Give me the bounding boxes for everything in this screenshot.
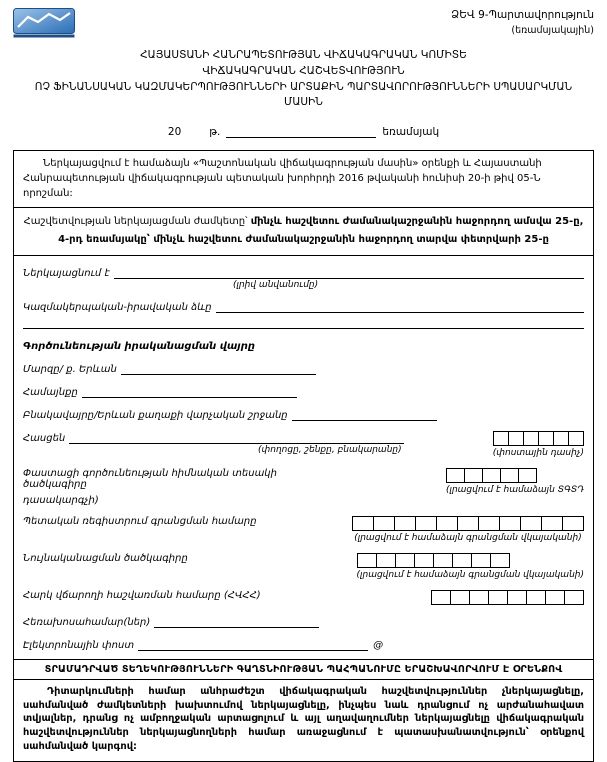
email-row	[23, 638, 584, 651]
presenter-row	[23, 266, 584, 279]
marz-row	[23, 362, 584, 375]
code-box[interactable]	[450, 590, 470, 605]
code-box[interactable]	[414, 553, 434, 568]
location-heading: Գործունեության իրականացման վայրը	[23, 341, 255, 352]
code-box[interactable]	[436, 516, 458, 531]
idcode-column	[357, 553, 584, 580]
code-box[interactable]	[464, 468, 483, 483]
register-label: Պետական ռեգիստրում գրանցման համարը	[23, 516, 257, 527]
phone-blank-line[interactable]	[154, 615, 319, 628]
phone-label: Հեռախոսահամար(ներ)	[23, 617, 151, 628]
year-blank-field[interactable]	[187, 126, 203, 138]
community-blank-line[interactable]	[82, 385, 297, 398]
code-box[interactable]	[357, 553, 377, 568]
code-box[interactable]	[508, 431, 524, 446]
code-box[interactable]	[562, 516, 584, 531]
address-column	[23, 431, 404, 455]
code-box[interactable]	[553, 431, 569, 446]
code-box[interactable]	[469, 590, 489, 605]
register-column	[352, 516, 584, 543]
code-box[interactable]	[500, 468, 519, 483]
settlement-blank-line[interactable]	[292, 408, 437, 421]
code-box[interactable]	[564, 590, 584, 605]
tin-row	[23, 590, 584, 605]
idcode-row	[23, 553, 584, 580]
address-hint: (փողոցը, շենքը, բնակարանը)	[258, 445, 402, 455]
year-suffix: թ.	[209, 126, 221, 138]
address-blank-line[interactable]	[69, 431, 404, 444]
email-domain-blank-field[interactable]	[388, 638, 558, 651]
report-subject-title: ՈՉ ՖԻՆԱՆՍԱԿԱՆ ԿԱԶՄԱԿԵՐՊՈՒԹՅՈՒՆՆԵՐԻ ԱՐՏԱՔԻՆ ՊԱՐՏԱՎՈՐՈՒԹՅՈՒՆՆԵՐԻ ՍՊԱՍԱՐԿՄԱՆ ՄԱՍԻՆ	[34, 80, 573, 109]
postal-code-boxes	[493, 431, 584, 446]
code-box[interactable]	[490, 553, 510, 568]
title-block	[13, 48, 594, 111]
activity-code-column	[446, 468, 584, 495]
deadline-q4: 4-րդ եռամսյակը՝ մինչև հաշվետու ժամանակաշրջանին հաջորդող տարվա փետրվարի 25-ը	[58, 234, 549, 245]
idcode-boxes	[357, 553, 584, 568]
code-box[interactable]	[493, 431, 509, 446]
code-box[interactable]	[352, 516, 374, 531]
code-box[interactable]	[433, 553, 453, 568]
period-label: եռամսյակ	[382, 126, 440, 138]
code-box[interactable]	[499, 516, 521, 531]
tin-column	[431, 590, 584, 605]
legal-basis-note: Ներկայացվում է համաձայն «Պաշտոնական վիճակագրության մասին» օրենքի և Հայաստանի Հանրապետության վիճակագրության պետական խորհրդի 2016 թվականի հունիսի 20-ի թիվ 05-Ն որոշման:	[14, 151, 593, 208]
top-bar	[13, 8, 594, 38]
presenter-hint: (լրիվ անվանումը)	[233, 280, 319, 290]
armstat-logo-icon	[13, 8, 75, 38]
confidentiality-banner: ՏՐԱՄԱԴՐՎԱԾ ՏԵՂԵԿՈՒԹՅՈՒՆՆԵՐԻ ԳԱՂՏՆԻՈՒԹՅԱՆ ՊԱՀՊԱՆՈՒՄԸ ԵՐԱՇԽԱՎՈՐՎՈՒՄ Է ՕՐԵՆՔՈՎ	[14, 660, 593, 680]
form-code-label: ՁԵՎ 9-Պարտավորություն	[451, 9, 594, 21]
idcode-label: Նույնականացման ծածկագիրը	[23, 553, 188, 564]
code-box[interactable]	[446, 468, 465, 483]
code-box[interactable]	[538, 431, 554, 446]
postal-hint: (փոստային դասիչ)	[492, 448, 584, 458]
activity-code-label: Փաստացի գործունեության հիմնական տեսակի ծածկագիրը	[23, 468, 277, 490]
code-box[interactable]	[373, 516, 395, 531]
activity-hint-part2: դասակարգչի)	[23, 495, 99, 506]
code-box[interactable]	[488, 590, 508, 605]
code-box[interactable]	[471, 553, 491, 568]
tin-boxes	[431, 590, 584, 605]
activity-code-row	[23, 468, 584, 495]
register-row	[23, 516, 584, 543]
code-box[interactable]	[415, 516, 437, 531]
code-box[interactable]	[568, 431, 584, 446]
year-prefix: 20	[167, 126, 182, 138]
register-number-boxes	[352, 516, 584, 531]
email-label: Էլեկտրոնային փոստ	[23, 640, 135, 651]
code-box[interactable]	[545, 590, 565, 605]
code-box[interactable]	[394, 516, 416, 531]
code-box[interactable]	[395, 553, 415, 568]
presenter-label: Ներկայացնում է	[23, 268, 110, 279]
tin-label: Հարկ վճարողի հաշվառման համարը (ՀՎՀՀ)	[23, 590, 261, 601]
reporting-period-line	[13, 125, 594, 138]
code-box[interactable]	[457, 516, 479, 531]
code-box[interactable]	[523, 431, 539, 446]
committee-title: ՀԱՅԱՍՏԱՆԻ ՀԱՆՐԱՊԵՏՈՒԹՅԱՆ ՎԻՃԱԿԱԳՐԱԿԱՆ ԿՈՄԻՏԵ	[140, 49, 467, 61]
liability-note: Դիտարկումների համար անհրաժեշտ վիճակագրական հաշվետվություններ չներկայացնելը, սահմանված ժամկետների խախտումով ներկայացնելը, ինչպես նաև դրանցում ոչ արժանահավատ տվյալներ, դրանց ոչ ամբողջական արտացոլում և այլ աղավաղումներ ներկայացնելը վիճակագրական հաշվետվություններ ներկայացնողների համար առաջացնում է պատասխանատվություն՝ օրենքով սահմանված կարգով:	[23, 686, 584, 752]
deadline-line-2	[23, 231, 584, 249]
marz-blank-line[interactable]	[121, 362, 316, 375]
marz-label: Մարզը/ ք. Երևան	[23, 364, 117, 375]
settlement-label: Բնակավայրը/Երևան քաղաքի վարչական շրջանը	[23, 410, 288, 421]
deadline-prefix: Հաշվետվության ներկայացման ժամկետը՝	[23, 216, 251, 227]
activity-code-boxes	[446, 468, 584, 483]
email-at-symbol: @	[373, 640, 384, 651]
code-box[interactable]	[431, 590, 451, 605]
deadline-monthly: մինչև հաշվետու ժամանակաշրջանին հաջորդող ամսվա 25-ը,	[250, 216, 584, 227]
form-periodicity-label: (եռամսյակային)	[511, 24, 594, 36]
code-box[interactable]	[520, 516, 542, 531]
register-hint: (լրացվում է համաձայն գրանցման վկայականի)	[354, 533, 582, 543]
email-local-blank-line[interactable]	[138, 638, 368, 651]
code-box[interactable]	[507, 590, 527, 605]
legal-form-label: Կազմակերպական-իրավական ձևը	[23, 302, 212, 313]
code-box[interactable]	[526, 590, 546, 605]
address-row	[23, 431, 584, 458]
code-box[interactable]	[478, 516, 500, 531]
community-row	[23, 385, 584, 398]
settlement-row	[23, 408, 584, 421]
code-box[interactable]	[518, 468, 537, 483]
address-label: Հասցեն	[23, 433, 66, 444]
presenter-blank-line[interactable]	[114, 266, 584, 279]
phone-row	[23, 615, 584, 628]
code-box[interactable]	[452, 553, 472, 568]
legal-form-blank-line[interactable]	[216, 300, 584, 313]
code-box[interactable]	[541, 516, 563, 531]
deadline-line-1	[23, 213, 584, 231]
activity-hint-part1: (լրացվում է համաձայն ՏԳՏԴ	[445, 485, 584, 495]
quarter-blank-line[interactable]	[226, 125, 376, 138]
code-box[interactable]	[482, 468, 501, 483]
form-body	[13, 150, 594, 762]
legal-form-row	[23, 300, 584, 313]
idcode-hint: (լրացվում է համաձայն գրանցման վկայականի)	[356, 570, 584, 580]
code-box[interactable]	[376, 553, 396, 568]
deadline-note	[14, 208, 593, 256]
community-label: Համայնքը	[23, 387, 78, 398]
postal-column	[493, 431, 584, 458]
legal-form-blank-line-2[interactable]	[23, 316, 584, 329]
form-code-block	[451, 8, 594, 38]
report-type-title: ՎԻՃԱԿԱԳՐԱԿԱՆ ՀԱՇՎԵՏՎՈՒԹՅՈՒՆ	[202, 64, 405, 77]
address-line-row	[23, 431, 404, 444]
requisites-section	[14, 256, 593, 660]
